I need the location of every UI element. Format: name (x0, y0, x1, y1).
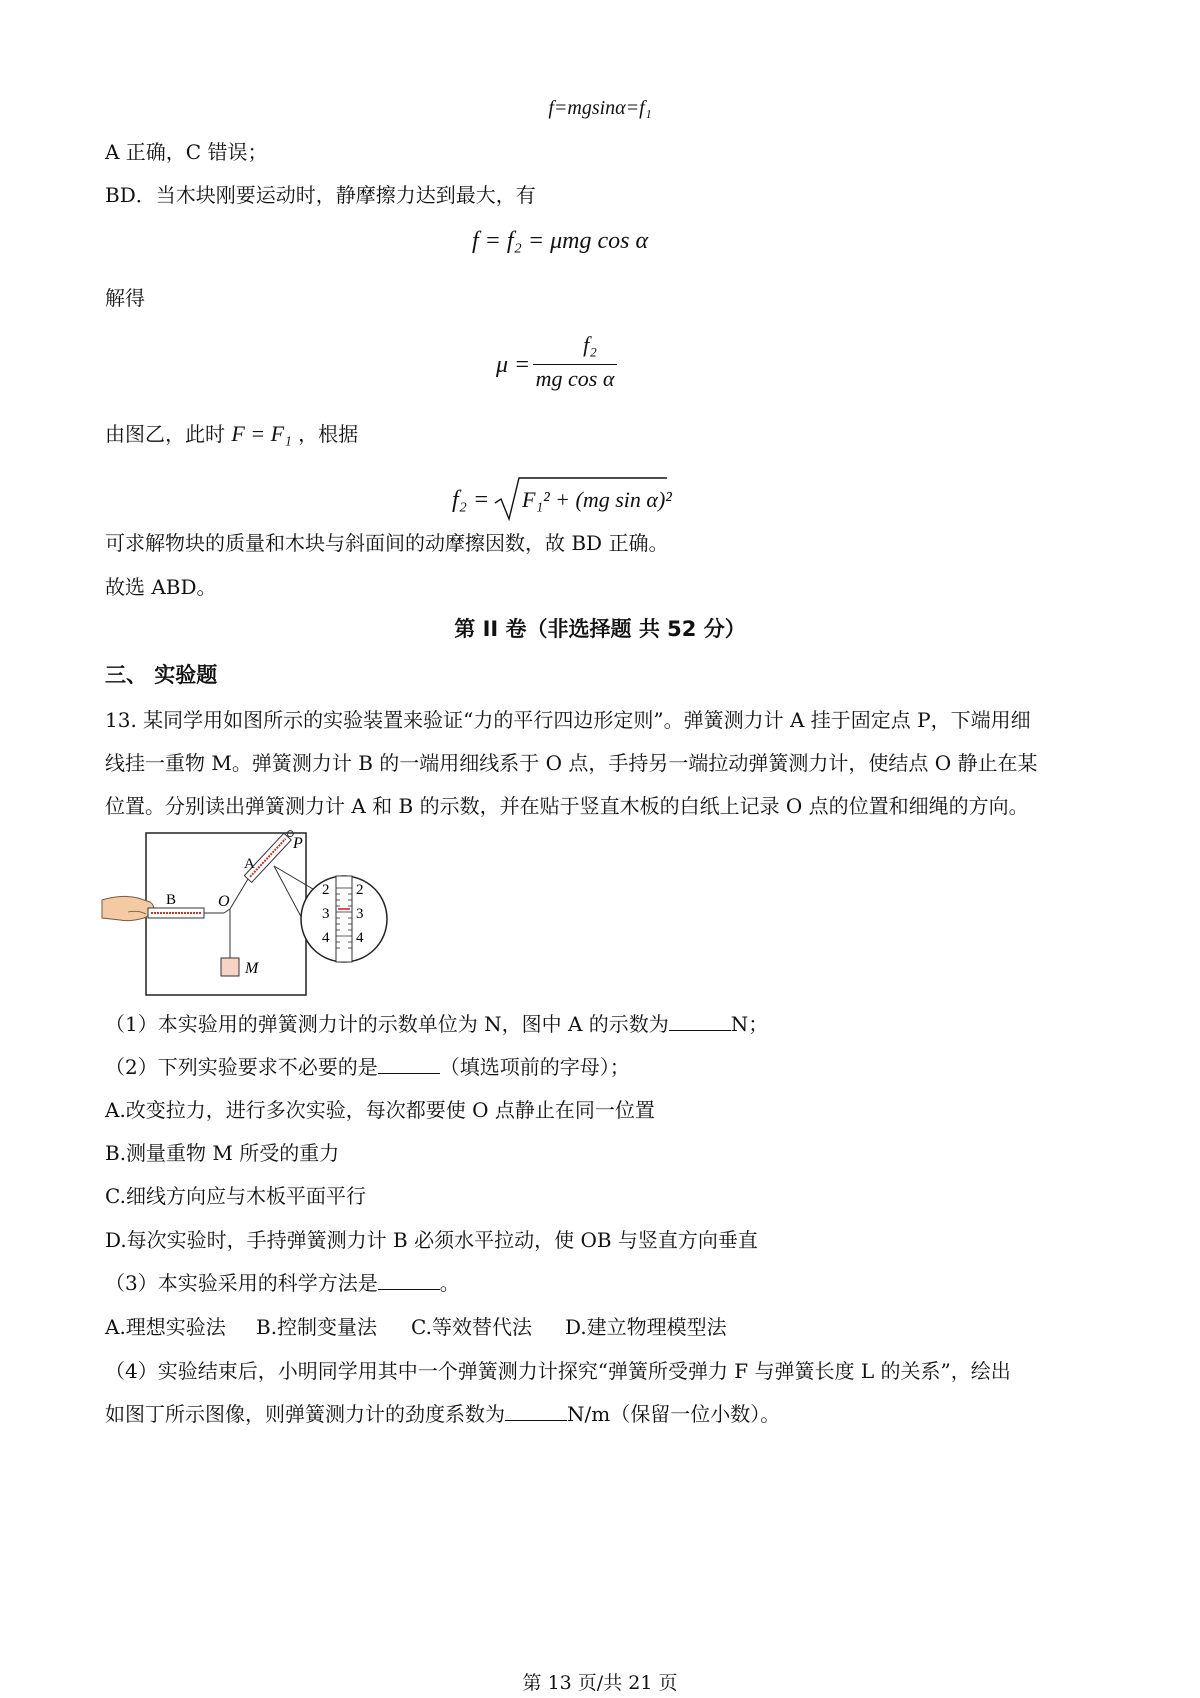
q13-sub2-text: （2）下列实验要求不必要的是 (105, 1055, 378, 1079)
label-p: P (293, 835, 303, 852)
equation-4-lhs: f₂ = (452, 487, 490, 513)
scale-right-4: 4 (356, 930, 364, 946)
text-conclusion: 可求解物块的质量和木块与斜面间的动摩擦因数，故 BD 正确。 (105, 531, 669, 555)
q13-sub1-text: （1）本实验用的弹簧测力计的示数单位为 N，图中 A 的示数为 (105, 1012, 669, 1036)
answer-blank-2[interactable] (378, 1053, 440, 1074)
text-figure-ref-post: ，根据 (298, 422, 359, 446)
scale-right-2: 2 (356, 882, 364, 898)
equation-2: f = f₂ = μmg cos α (472, 228, 649, 254)
q13-option-a: A.改变拉力，进行多次实验，每次都要使 O 点静止在同一位置 (105, 1098, 655, 1122)
equation-3-lhs: μ = (496, 352, 531, 378)
text-solve: 解得 (105, 286, 145, 310)
equation-4-radicand: F₁² + (mg sin α)² (522, 487, 672, 512)
method-option-c: C.等效替代法 (411, 1315, 532, 1339)
experiment-figure (100, 828, 400, 1000)
q13-sub4-line2 (105, 1399, 780, 1429)
q13-sub1 (105, 1009, 768, 1039)
q13-sub2-hint: （填选项前的字母）； (439, 1055, 630, 1079)
scale-bar (336, 876, 352, 962)
fraction-bar (533, 364, 617, 365)
q13-sub4-unit: N/m（保留一位小数）。 (567, 1402, 781, 1426)
scale-left-2: 2 (322, 882, 330, 898)
equation-3-numerator: f₂ (583, 332, 597, 357)
q13-sub3 (105, 1268, 460, 1298)
text-a-correct: A 正确，C 错误； (105, 140, 268, 164)
method-option-b: B.控制变量法 (256, 1315, 378, 1339)
equation-1: f=mgsinα=f₁ (548, 97, 652, 119)
text-figure-ref (105, 419, 358, 449)
scale-right-3: 3 (356, 906, 364, 922)
scale-left-4: 4 (322, 930, 330, 946)
scale-left-3: 3 (322, 906, 330, 922)
q13-paragraph-3: 位置。分别读出弹簧测力计 A 和 B 的示数，并在贴于竖直木板的白纸上记录 O 点的位置和细绳的方向。 (105, 794, 1029, 818)
label-m: M (245, 960, 259, 977)
equation-3-denominator: mg cos α (535, 366, 615, 391)
text-answer: 故选 ABD。 (105, 575, 217, 599)
q13-sub3-text: （3）本实验采用的科学方法是 (105, 1271, 378, 1295)
method-option-a: A.理想实验法 (105, 1315, 226, 1339)
weight-m (221, 958, 239, 976)
q13-sub4-line1: （4）实验结束后，小明同学用其中一个弹簧测力计探究“弹簧所受弹力 F 与弹簧长度 L 的关系”，绘出 (105, 1359, 1011, 1383)
q13-option-d: D.每次实验时，手持弹簧测力计 B 必须水平拉动，使 OB 与竖直方向垂直 (105, 1228, 758, 1252)
answer-blank-3[interactable] (378, 1269, 440, 1290)
text-bd-intro: BD．当木块刚要运动时，静摩擦力达到最大，有 (105, 183, 536, 207)
q13-sub4-text: 如图丁所示图像，则弹簧测力计的劲度系数为 (105, 1402, 505, 1426)
volume-title: 第 II 卷（非选择题 共 52 分） (454, 617, 746, 641)
part-title: 三、 实验题 (105, 663, 218, 687)
q13-sub1-unit: N； (730, 1012, 769, 1036)
method-option-d: D.建立物理模型法 (565, 1315, 727, 1339)
label-a: A (244, 856, 255, 872)
q13-paragraph-2: 线挂一重物 M。弹簧测力计 B 的一端用细线系于 O 点，手持另一端拉动弹簧测力计，使结点 O 静止在某 (105, 751, 1038, 775)
label-b: B (166, 892, 177, 908)
answer-blank-1[interactable] (669, 1010, 731, 1031)
page-footer: 第 13 页/共 21 页 (522, 1672, 678, 1694)
text-figure-ref-pre: 由图乙，此时 (105, 422, 225, 446)
q13-paragraph-1: 13. 某同学用如图所示的实验装置来验证“力的平行四边形定则”。弹簧测力计 A 挂于固定点 P，下端用细 (105, 708, 1031, 732)
answer-blank-4[interactable] (505, 1400, 567, 1421)
q13-sub3-end: 。 (439, 1271, 460, 1295)
label-o: O (218, 893, 230, 910)
inline-equation-f: F = F₁ (231, 421, 292, 446)
q13-sub2 (105, 1052, 630, 1082)
q13-option-b: B.测量重物 M 所受的重力 (105, 1141, 340, 1165)
q13-option-c: C.细线方向应与木板平面平行 (105, 1184, 366, 1208)
